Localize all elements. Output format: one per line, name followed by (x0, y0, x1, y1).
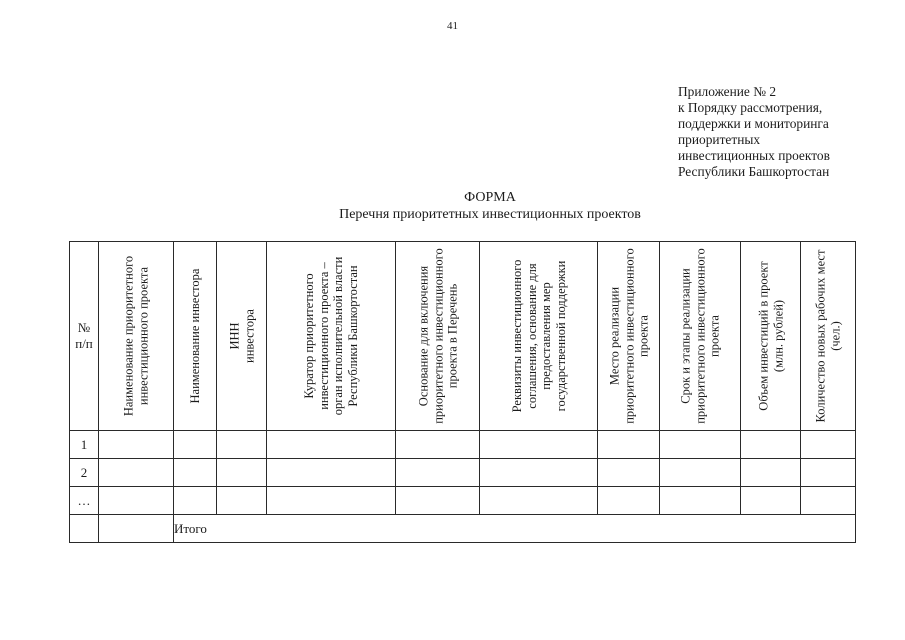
table-cell (267, 487, 396, 515)
column-header-label: Наименование инвестора (187, 268, 202, 404)
column-header-inclusion-basis (396, 242, 480, 431)
table-cell (70, 515, 99, 543)
column-header-curator (267, 242, 396, 431)
table-cell (396, 431, 480, 459)
table-cell (99, 515, 174, 543)
total-row (70, 515, 856, 543)
row-number: 1 (70, 431, 99, 459)
table-cell (217, 487, 267, 515)
table-cell (396, 459, 480, 487)
table-cell (480, 431, 598, 459)
number-header-line: п/п (75, 336, 93, 351)
table-cell (801, 431, 856, 459)
table-cell (660, 459, 741, 487)
table-cell (660, 431, 741, 459)
table-cell (174, 431, 217, 459)
appendix-line: Республики Башкортостан (678, 164, 830, 179)
table-cell (99, 487, 174, 515)
table-cell (741, 431, 801, 459)
column-header-new-jobs (801, 242, 856, 431)
column-header-label: Количество новых рабочих мест (чел.) (813, 249, 842, 423)
table-row (70, 487, 856, 515)
table-cell (99, 459, 174, 487)
table-cell (267, 459, 396, 487)
form-subtitle: Перечня приоритетных инвестиционных проектов (339, 207, 641, 222)
table-cell (741, 487, 801, 515)
projects-table (69, 241, 856, 543)
column-header-label: Наименование приоритетного инвестиционного проекта (121, 255, 150, 417)
column-header-label: ИНН инвестора (227, 309, 256, 363)
table-cell (174, 487, 217, 515)
row-number: … (70, 487, 99, 515)
table-cell (267, 431, 396, 459)
column-header-project-name (99, 242, 174, 431)
column-header-label: Место реализации приоритетного инвестиционного проекта (606, 248, 650, 424)
number-header-line: № (77, 320, 91, 335)
table-cell (598, 487, 660, 515)
table-cell (217, 459, 267, 487)
table-cell (801, 459, 856, 487)
appendix-line: к Порядку рассмотрения, (678, 100, 823, 115)
column-header-location (598, 242, 660, 431)
table-cell (598, 459, 660, 487)
table-cell (174, 459, 217, 487)
row-number: 2 (70, 459, 99, 487)
column-header-label: Объем инвестиций в проект (млн. рублей) (756, 261, 785, 411)
table-cell (801, 487, 856, 515)
table-cell (480, 459, 598, 487)
column-header-label: Реквизиты инвестиционного соглашения, основание для предоставления мер государственной поддержки (509, 259, 567, 413)
page-number: 41 (447, 20, 458, 32)
appendix-line: приоритетных (678, 132, 761, 147)
column-header-number (70, 242, 99, 431)
column-header-investor-name (174, 242, 217, 431)
table-cell (480, 487, 598, 515)
column-header-investor-inn (217, 242, 267, 431)
column-header-label: Куратор приоритетного инвестиционного проекта – орган исполнительной власти Республики Башкортостан (302, 256, 360, 416)
table-row (70, 431, 856, 459)
appendix-line: поддержки и мониторинга (678, 116, 829, 131)
table-cell (741, 459, 801, 487)
table-cell (217, 431, 267, 459)
table-cell (396, 487, 480, 515)
table-cell (99, 431, 174, 459)
table-header-row (70, 242, 856, 431)
table-row (70, 459, 856, 487)
total-label: Итого (174, 515, 856, 543)
table-cell (598, 431, 660, 459)
appendix-line: Приложение № 2 (678, 84, 777, 99)
form-title: ФОРМА (464, 190, 516, 205)
appendix-note (678, 84, 898, 180)
column-header-label: Основание для включения приоритетного инвестиционного проекта в Перечень (415, 248, 459, 424)
column-header-timeline (660, 242, 741, 431)
appendix-line: инвестиционных проектов (678, 148, 830, 163)
column-header-label: Срок и этапы реализации приоритетного инвестиционного проекта (678, 248, 722, 424)
column-header-agreement-details (480, 242, 598, 431)
column-header-investment-volume (741, 242, 801, 431)
table-cell (660, 487, 741, 515)
